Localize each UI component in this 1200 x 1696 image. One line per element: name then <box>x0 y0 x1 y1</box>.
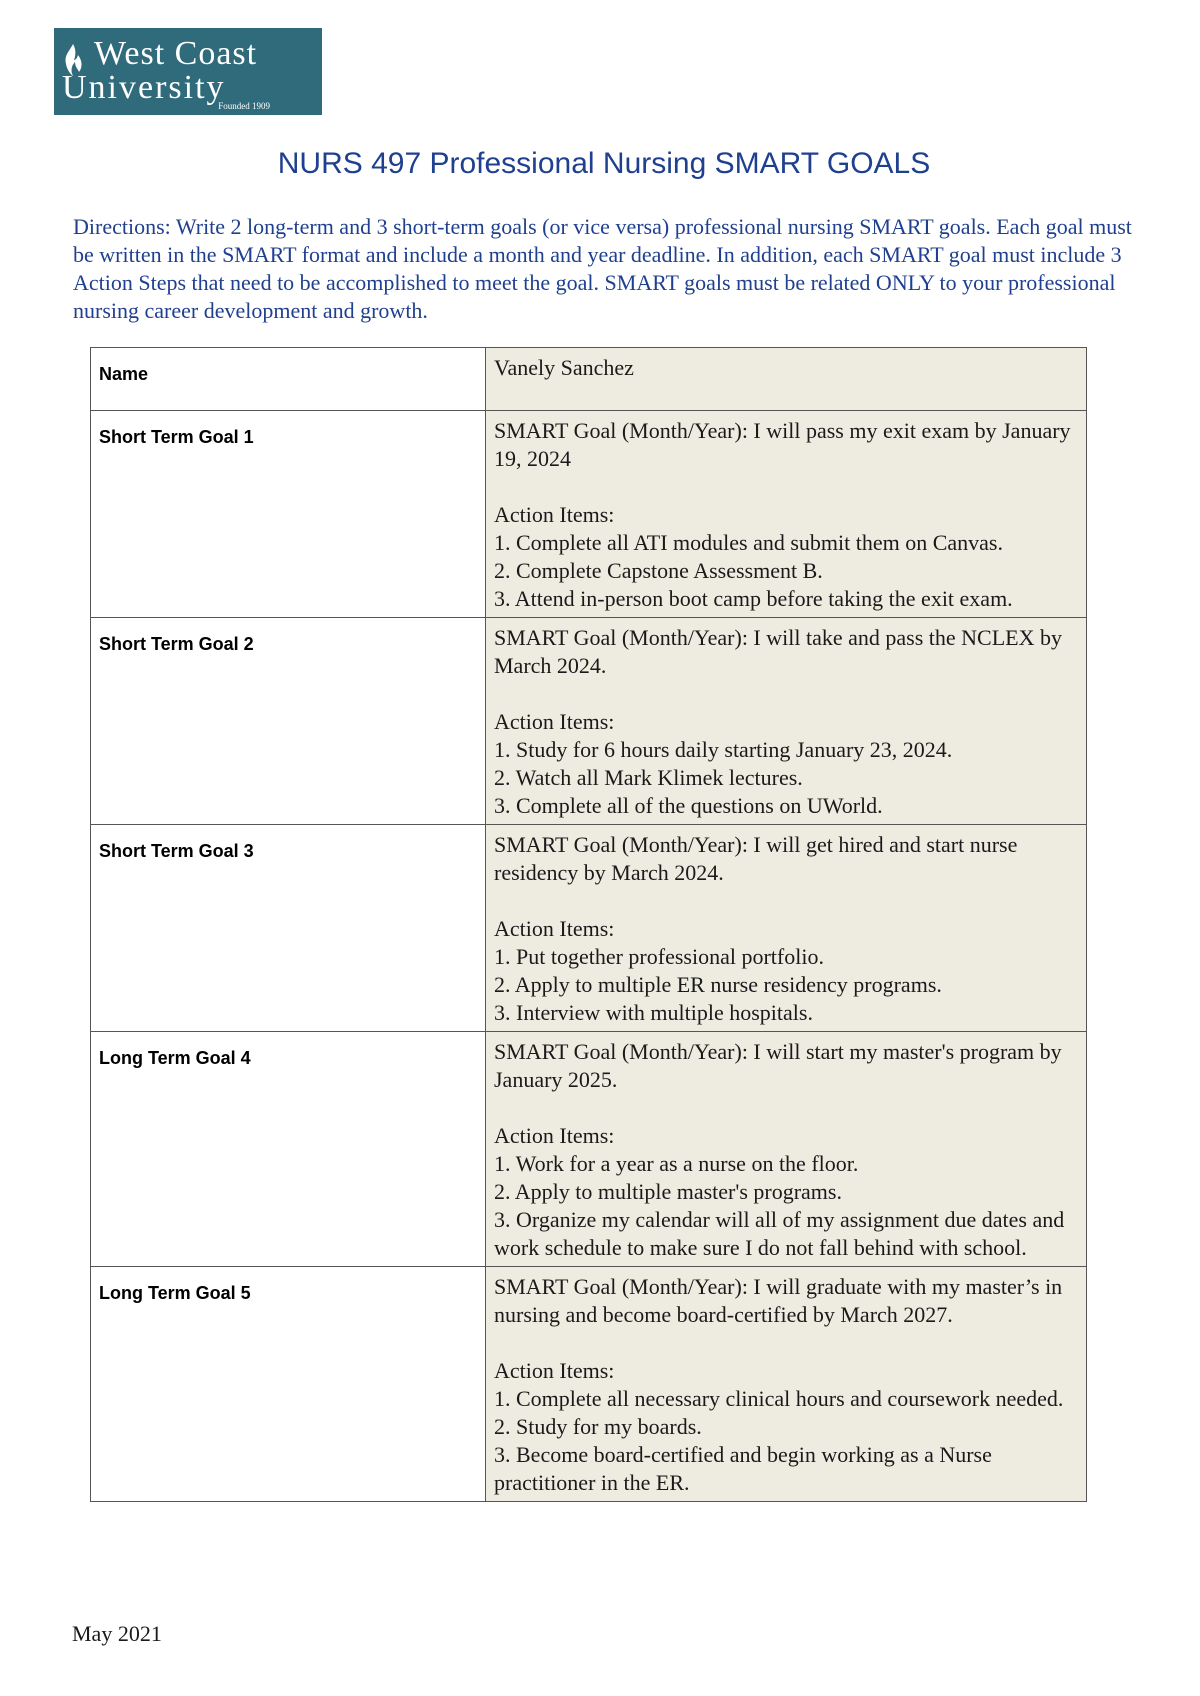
goal-content <box>486 1032 1087 1267</box>
university-logo <box>54 28 322 115</box>
goal-label: Long Term Goal 4 <box>91 1032 486 1267</box>
action-item: 1. Study for 6 hours daily starting January 23, 2024. <box>494 737 953 762</box>
action-items-heading: Action Items: <box>494 502 615 527</box>
directions-text: Directions: Write 2 long-term and 3 short-term goals (or vice versa) professional nursing SMART goals. Each goal must be written in the SMART format and include a month and year deadline. In addition, each SMART goal must include 3 Action Steps that need to be accomplished to meet the goal. SMART goals must be related ONLY to your professional nursing career development and growth. <box>73 214 1132 323</box>
action-item: 3. Attend in-person boot camp before taking the exit exam. <box>494 586 1013 611</box>
smart-goal-text: SMART Goal (Month/Year): I will get hired and start nurse residency by March 2024. <box>494 832 1018 885</box>
goal-row <box>91 1032 1087 1267</box>
smart-goal-text: SMART Goal (Month/Year): I will graduate with my master’s in nursing and become board-certified by March 2027. <box>494 1274 1063 1327</box>
action-item: 2. Watch all Mark Klimek lectures. <box>494 765 803 790</box>
action-items-heading: Action Items: <box>494 1123 615 1148</box>
action-item: 2. Apply to multiple master's programs. <box>494 1179 842 1204</box>
smart-goal-text: SMART Goal (Month/Year): I will pass my exit exam by January 19, 2024 <box>494 418 1071 471</box>
smart-goal-text: SMART Goal (Month/Year): I will take and pass the NCLEX by March 2024. <box>494 625 1062 678</box>
goal-label: Short Term Goal 2 <box>91 618 486 825</box>
goal-label: Short Term Goal 1 <box>91 411 486 618</box>
action-item: 3. Become board-certified and begin working as a Nurse practitioner in the ER. <box>494 1442 992 1495</box>
logo-wordmark-line2: University <box>62 69 226 106</box>
action-item: 1. Complete all ATI modules and submit them on Canvas. <box>494 530 1003 555</box>
page-title: NURS 497 Professional Nursing SMART GOALS <box>277 147 931 180</box>
goal-content <box>486 825 1087 1032</box>
name-row <box>91 348 1087 411</box>
name-value: Vanely Sanchez <box>486 348 1087 411</box>
smart-goal-text: SMART Goal (Month/Year): I will start my master's program by January 2025. <box>494 1039 1062 1092</box>
goal-content <box>486 618 1087 825</box>
goal-label: Short Term Goal 3 <box>91 825 486 1032</box>
action-items-heading: Action Items: <box>494 1358 615 1383</box>
logo-founded: Founded 1909 <box>218 101 270 111</box>
goal-label: Long Term Goal 5 <box>91 1267 486 1502</box>
goal-content <box>486 411 1087 618</box>
goal-row <box>91 618 1087 825</box>
footer-date: May 2021 <box>72 1621 162 1646</box>
smart-goals-table <box>90 347 1087 1502</box>
goal-row <box>91 411 1087 618</box>
goal-row <box>91 825 1087 1032</box>
logo-wordmark-line1: West Coast <box>94 35 258 72</box>
action-items-heading: Action Items: <box>494 709 615 734</box>
action-item: 1. Put together professional portfolio. <box>494 944 824 969</box>
action-item: 3. Complete all of the questions on UWorld. <box>494 793 883 818</box>
action-item: 3. Organize my calendar will all of my assignment due dates and work schedule to make sure I do not fall behind with school. <box>494 1207 1065 1260</box>
action-item: 3. Interview with multiple hospitals. <box>494 1000 813 1025</box>
action-items-heading: Action Items: <box>494 916 615 941</box>
name-label: Name <box>91 348 486 411</box>
action-item: 2. Complete Capstone Assessment B. <box>494 558 823 583</box>
goal-content <box>486 1267 1087 1502</box>
action-item: 2. Study for my boards. <box>494 1414 702 1439</box>
action-item: 1. Work for a year as a nurse on the floor. <box>494 1151 859 1176</box>
action-item: 1. Complete all necessary clinical hours and coursework needed. <box>494 1386 1064 1411</box>
action-item: 2. Apply to multiple ER nurse residency programs. <box>494 972 942 997</box>
goal-row <box>91 1267 1087 1502</box>
